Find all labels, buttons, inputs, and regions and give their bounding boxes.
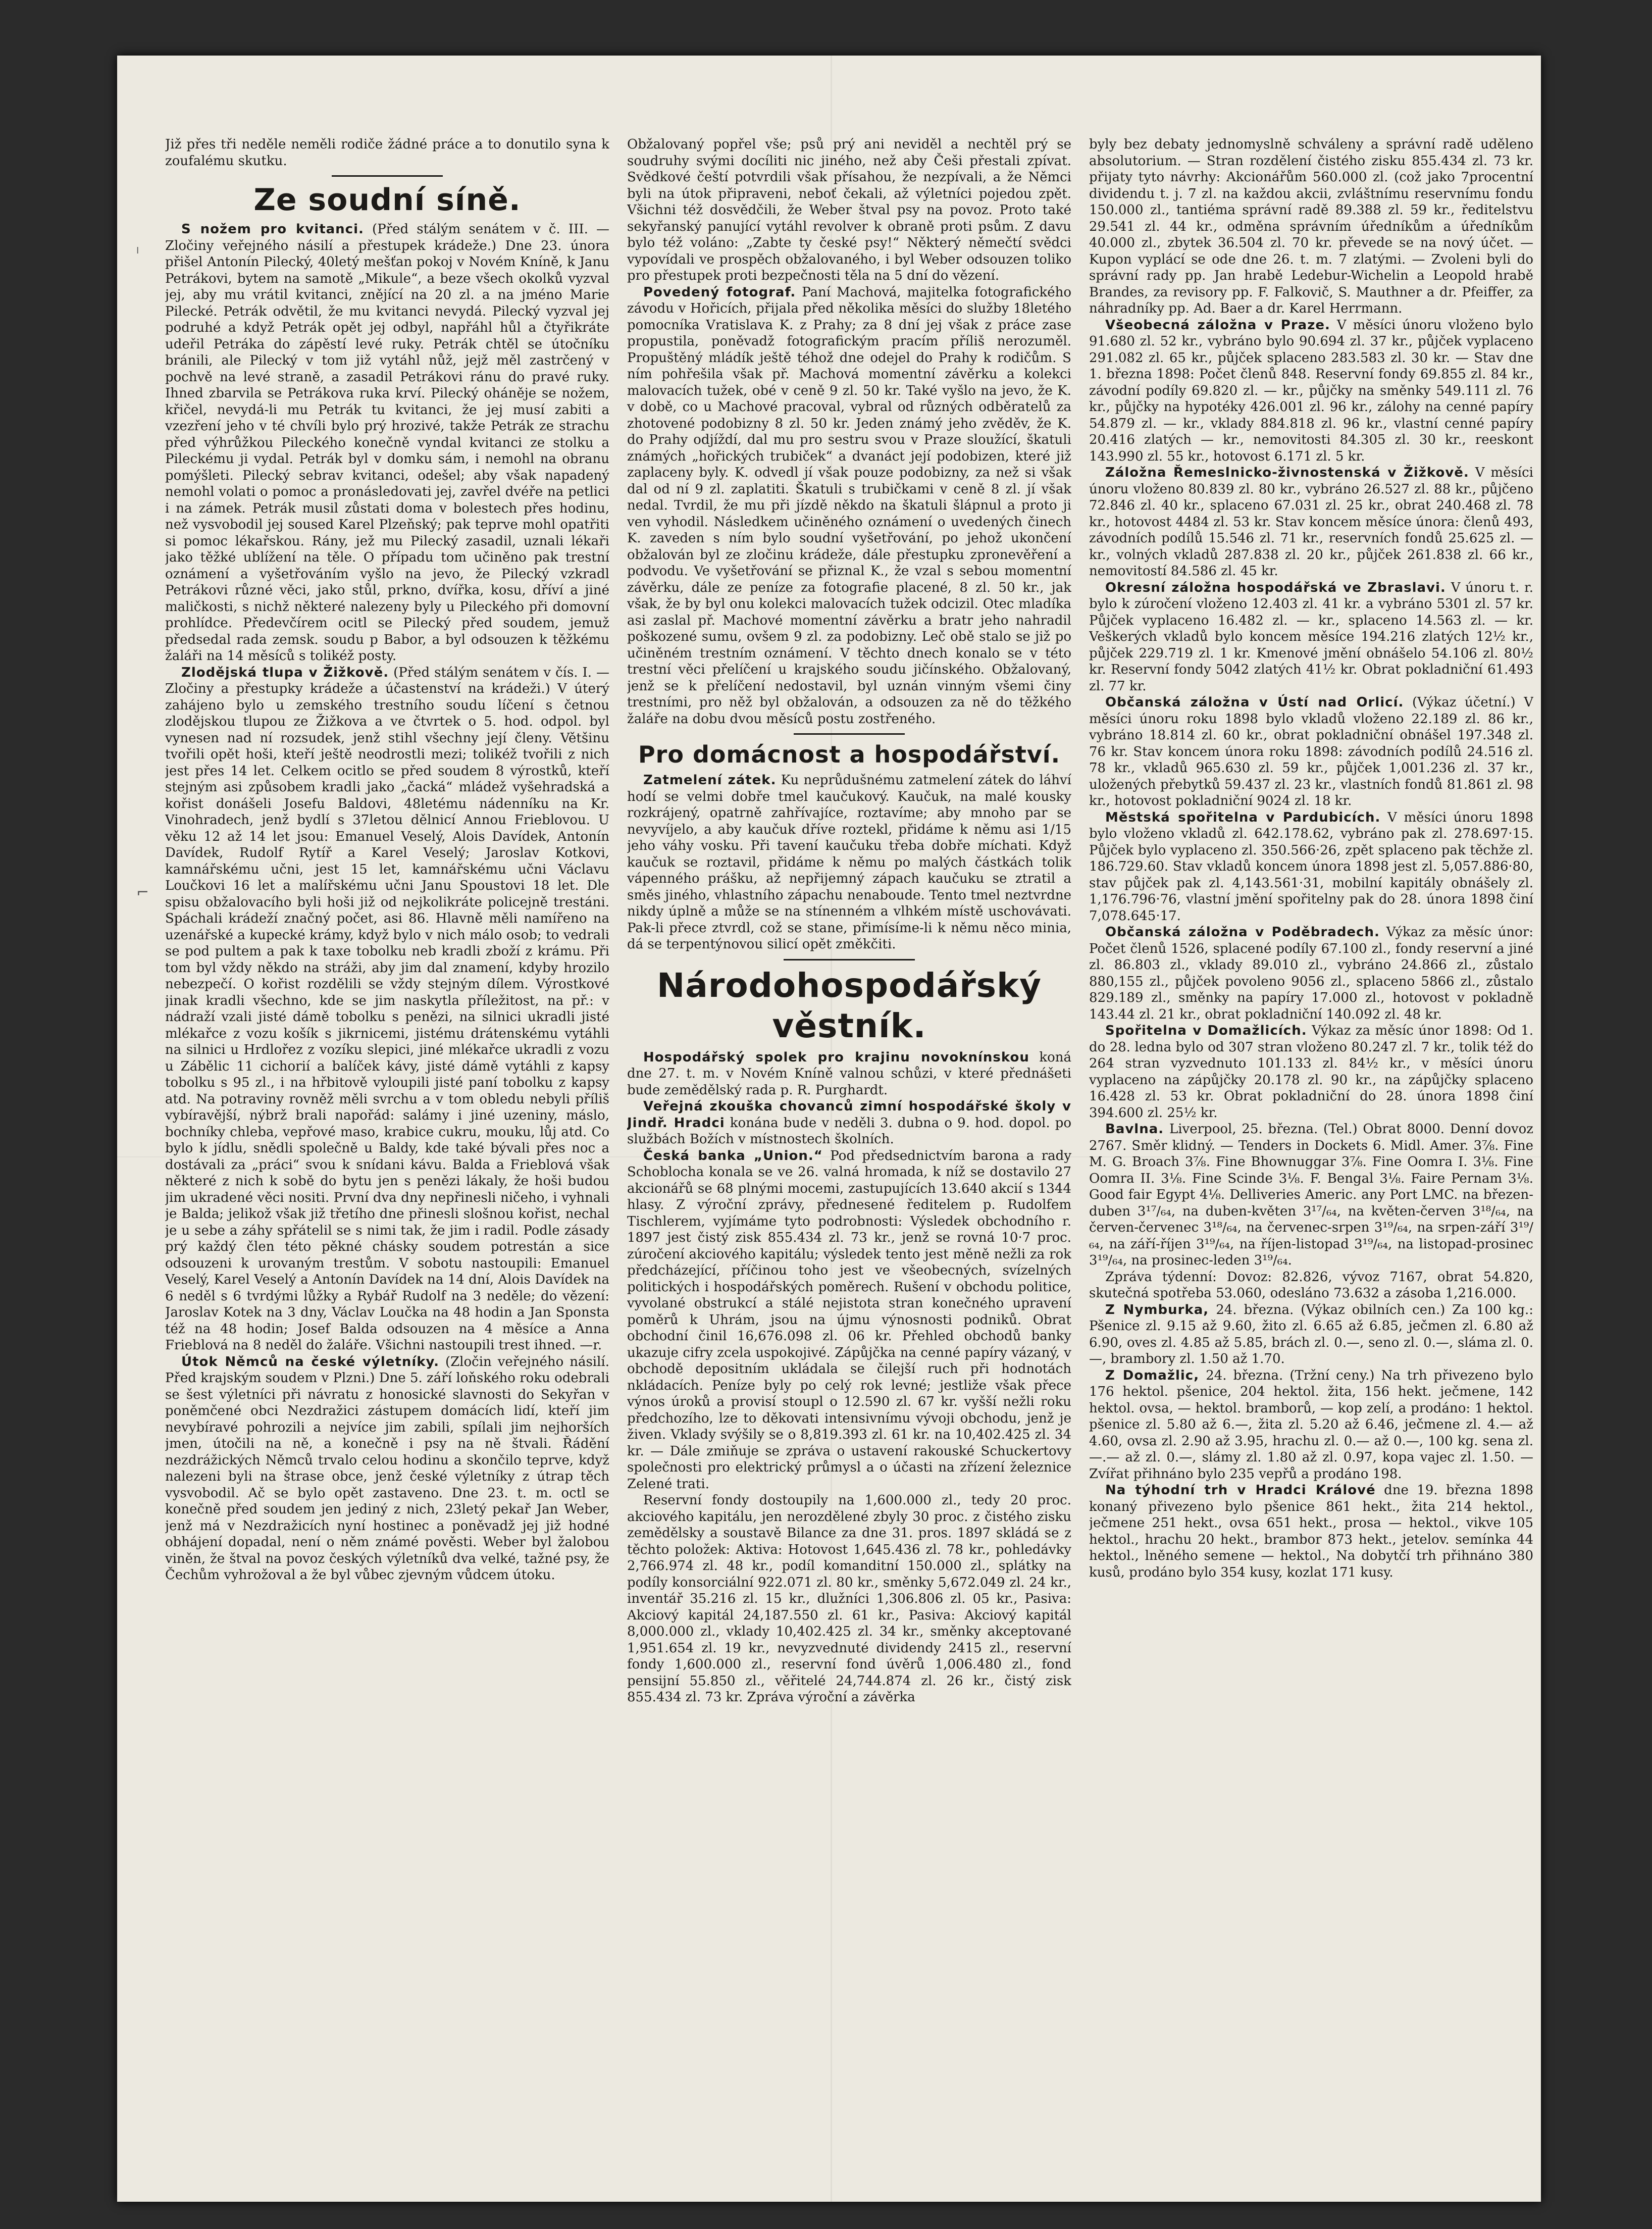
article-headline: Veřejná zkouška chovanců zimní hospodářské školy v Jindř. Hradci (627, 1099, 1071, 1131)
article (627, 1098, 1071, 1148)
report-headline: Městská spořitelna v Pardubicích. (1105, 809, 1381, 825)
report-headline: Na týhodní trh v Hradci Králové (1105, 1483, 1376, 1498)
margin-mark: ⌐ (136, 884, 149, 901)
report (1089, 809, 1533, 925)
intro-text: Již přes tři neděle neměli rodiče žádné práce a to donutilo syna k zoufalému skutku. (165, 137, 609, 169)
article-body: (Před stálým senátem v čís. I. — Zločiny a přestupky krádeže a účastenství na krádeži.) V úterý zahájeno bylo u zemského trestního soudu líčení s četnou zlodějskou tlupou ze Žižkova a ve čtvrtek o 5. hod. odpol. byl vynesen nad ní rozsudek, jenž stihl všechny její členy. Většinu tvořili opět hoši, kteří ještě neodrostli mezi; tolikéž tvořili z nich jest přes 14 let. Celkem ocitlo se před soudem 8 výrostků, kteří stejným asi způsobem kradli jako „čacká“ mládež vyšehradská a kořist donášeli Josefu Baldovi, 48letému nádenníku na Kr. Vinohradech, jenž bydlí s 37letou dělnicí Annou Frieblovou. U věku 12 až 14 let jsou: Emanuel Veselý, Alois Davídek, Antonín Davídek, Rudolf Rytíř a Karel Veselý; Jaroslav Kotkovi, kamnářskému učni, jest 15 let, kamnářskému učni Václavu Loučkovi 16 let a malířskému učni Janu Spoustovi 18 let. Dle spisu obžalovacího byli hoši již od nejkolikráte policejně trestáni. Spáchali krádeží značný počet, asi 86. Hlavně měli namířeno na uzenářské a kupecké krámy, když bylo v nich málo osob; to vedrali se pod pultem a pak k taxe tobolku neb kradli zboží z krámu. Při tom byl vždy někdo na stráži, aby jim dal znamení, kdyby hrozilo nebezpečí. O kořist rozdělili se vždy stejným dílem. Výrostkové jinak kradli všechno, kde se jim naskytla příležitost, na př.: v nádraží vzali jisté dámě tobolku s penězi, na silnici ukradli jisté mlékařce z vozu košík s jikrnicemi, jistému drátenskému vytáhli na silnici u Hrdlořez z vozíku slepici, jiné mlékařce ukradli z vozu u Zábělic 11 cichorií a balíček kávy, jisté dámě vytáhli z kapsy tobolku s 95 zl., i na hřbitově vyloupili jisté paní tobolku z kapsy atd. Na potraviny rovněž měli svrchu a v tom obledu nebyli příliš vybíravější, nýbrž brali napořád: salámy i jiné uzeniny, máslo, bochníky chleba, vepřové maso, krabice cukru, mouku, lůj atd. Co bylo k jídlu, snědli společně u Baldy, kde také bývali přes noc a dostávali za „práci“ svou k snídani kávu. Balda a Frieblová však některé z nich k sobě do bytu jen s penězi lákaly, že hoši budou jim ukradené věci nositi. První dva dny nepřinesli ničeho, i vyhnali je Balda; jelikož však již třetího dne přinesli slošnou kořist, nechal je u sebe a záhy spřátelil se s nimi tak, že jim i radil. Podle zásady prý každý člen této pěkné chásky soudem potrestán a sice odsouzeni k urovaným trestům. V sobotu nastoupili: Emanuel Veselý, Karel Veselý a Antonín Davídek na 14 dní, Alois Davídek na 6 neděl s 6 tvrdými lůžky a Rybář Rudolf na 3 neděle; do vězení: Jaroslav Kotek na 3 dny, Václav Loučka na 48 hodin a Jan Sponsta též na 48 hodin; Josef Balda odsouzen na 4 měsíce a Anna Frieblová na 8 neděl do žaláře. Všichni nastoupili trest ihned. —r. (165, 665, 609, 1353)
report-body: Výkaz za měsíc únor 1898: Od 1. do 28. ledna bylo od 307 stran vloženo 80.247 zl. 7 kr., tolik též do 264 stran vyzvednuto 101.133 zl. 84½ kr., v měsíci únoru vyplaceno na zápůjčky 20.178 zl. 90 kr., na zápůjčky splaceno 16.428 zl. 53 kr. Obrat pokladniční do 28. února 1898 činí 394.600 zl. 25½ kr. (1089, 1023, 1533, 1121)
article-headline: Povedený fotograf. (643, 284, 796, 300)
report-headline: Občanská záložna v Poděbradech. (1105, 925, 1380, 940)
report (1089, 1302, 1533, 1367)
report (1089, 580, 1533, 695)
article-body: (Zločin veřejného násilí. Před krajským soudem v Plzni.) Dne 5. září loňského roku odebrali se šest výletníci při návratu z honosické slavnosti do Sekyřan v poněmčené obci Nezdražici zástupem domácích lidí, kteří jim nevybíravé pohrozili a nejvíce jim zabili, spílali jim nejhorších jmen, útočili na ně, a konečně i psy na ně štvali. Řádění nezdrážických Němců trvalo celou hodinu a skončilo teprve, když nalezeni byli na štrase obce, jenž české výletníky z útrap těch vysvobodil. Ač se bylo opět zastaveno. Dne 23. t. m. octl se konečně před soudem jen jediný z nich, 23letý pekař Jan Weber, jenž má v Nezdražicích nyní hostinec a poněvadž jej již hodné obhájení dopadal, není o něm známé pověsti. Weber byl žalobou viněn, že štval na povoz českých výletníků dva velké, tažné psy, že Čechům vyhrožoval a že byl vůbec zjevným vůdcem útoku. (165, 1354, 609, 1583)
report-body: V únoru t. r. bylo k zúročení vloženo 12.403 zl. 41 kr. a vybráno 5301 zl. 57 kr. Půjček vyplaceno 16.482 zl. — kr., splaceno 14.563 zl. — kr. Veškerých vkladů bylo koncem měsíce 194.216 zlatých 12½ kr., půjček 229.719 zl. 1 kr. Kmenové jmění obnášelo 54.106 zl. 80½ kr. Reservní fondy 5042 zlatých 41½ kr. Obrat pokladniční 61.493 zl. 77 kr. (1089, 580, 1533, 694)
report (1089, 1121, 1533, 1269)
article-body: konána bude v neděli 3. dubna o 9. hod. dopol. po službách Božích v místnostech školních. (627, 1115, 1071, 1147)
article (165, 1354, 609, 1584)
article-continuation: Obžalovaný popřel vše; psů prý ani neviděl a nechtěl prý se soudruhy svými docíliti nic jiného, než aby Češi přestali zpívat. Svědkové čeští potvrdili však přísahou, že nezpívali, a že Němci byli na útok připraveni, neboť čekali, až výletníci pojedou zpět. Všichni též dosvědčili, že Weber štval psy na povoz. Proto také sekyřanský panující vytáhl revolver k obraně proti psům. Z davu bylo též voláno: „Zabte ty české psy!“ Některý němečtí svědci vypovídali ve prospěch obžalovaného, i byl Weber odsouzen toliko pro přestupek proti bezpečnosti těla na 5 dní do vězení. (627, 137, 1071, 283)
article-body: Pod předsednictvím barona a rady Schoblocha konala se ve 26. valná hromada, k níž se dostavilo 27 akcionářů se 68 plnými mocemi, zastupujících 13.640 akcií s 1344 hlasy. Z výroční zprávy, přednesené ředitelem p. Rudolfem Tischlerem, vyjímáme tyto podrobnosti: Výsledek obchodního r. 1897 jest čistý zisk 855.434 zl. 73 kr., jenž se rovná 10·7 proc. zúročení akciového kapitálu; výsledek tento jest měně nežli za rok předcházející, příčinou toho jest ve všeobecných, svízelných politických i hospodářských poměrech. Rušení v obchodu politice, vyvolané obstrukcí a stálé nejistota stran konečného upravení poměrů k Uhrám, jsou na újmu výnosnosti podniků. Obrat obchodní činil 16,676.098 zl. 06 kr. Přehled obchodů banky ukazuje cifry zcela uspokojivé. Zápůjčka na cenné papíry vázaný, v obchodě depositním ukládala se čilejší ruch při hodnotách nkládacích. Peníze byly po celý rok levné; jestliže však přece výnos úroků a provisí stoupl o 12.590 zl. 67 kr. vyšší nežli roku předchozího, lze to děkovati intensivnímu vývoji obchodu, jenž je živen. Vklady svýšily se o 8,819.393 zl. 61 kr. na 10,402.425 zl. 34 kr. — Dále zmiňuje se zpráva o ustavení rakouské Schuckertovy společnosti pro elektrický průmysl a o účasti na zřízení železnice Zelené trati. (627, 1148, 1071, 1492)
report-headline: Všeobecná záložna v Praze. (1105, 317, 1330, 333)
article-headline: S nožem pro kvitanci. (181, 222, 364, 237)
article (627, 1148, 1071, 1493)
column-1 (165, 136, 609, 2156)
report (1089, 694, 1533, 809)
article-body: (Před stálým senátem v č. III. — Zločiny veřejného násilí a přestupek krádeže.) Dne 23. února přišel Antonín Pilecký, 40letý mešťan pokoj v Novém Kníně, k Janu Petrákovi, bytem na samotě „Mikule“, a beze všech okolků vyzval jej, aby mu vrátil kvitanci, znějící na 20 zl. a na jméno Marie Pilecké. Petrák odvětil, že mu kvitanci nevydá. Pilecký vyzval jej podruhé a když Petrák opět jej odbyl, napřáhl hůl a čtyřikráte udeřil Petráka do zápěstí levé ruky. Petrák chtěl se útočníku bránili, ale Pilecký v tom již vytáhl nůž, jejž měl zastrčený v pochvě na levé straně, a zasadil Petrákovi ránu do pravé ruky. Ihned zbarvila se Petrákova ruka krví. Pilecký oháněje se nožem, křičel, nevydá-li mu Petrák tu kvitanci, že jej musí zabiti a vzezření jeho v té chvíli bylo prý hrozivé, takže Petrák ze strachu před výhrůžkou Pileckého konečně vyndal kvitanci ze stolku a Pileckému ji vydal. Petrák byl v domku sám, i nemohl na obranu pomýšleti. Pilecký sebrav kvitanci, odešel; aby však napadený nemohl volati o pomoc a pronásledovati jej, zavřel dvéře na petlici i na zámek. Petrák musil zůstati doma v bolestech přes hodinu, než vysvobodil jej soused Karel Plzeňský; pak teprve mohl opatřiti si pomoc lékařskou. Rány, jež mu Pilecký zasadil, uznali lékaři jako těžké ublížení na těle. O případu tom učiněno pak trestní oznámení a vyšetřováním vyšlo na jevo, že Pilecký vzkradl Petrákovi různé věci, jako stůl, prkno, dvířka, kosu, dříví a jiné maličkosti, s nichž některé nalezeny byly u Pileckého při domovní prohlídce. Předevčírem ocitl se Pilecký před soudem, jemuž předsedal rada zemsk. soudu p Babor, a byl odsouzen k těžkému žaláři na 14 měsíců s tolikéž posty. (165, 222, 609, 664)
article-body: Paní Machová, majitelka fotografického závodu v Hořicích, přijala před několika měsíci do služby 18letého pomocníka Vratislava K. z Prahy; za 8 dní jej však z práce zase propustila, poněvadž fotografickým pracím příliš nerozuměl. Propuštěný mládík ještě téhož dne odejel do Prahy k rodičům. S ním pohřešila však př. Machová momentní závěrku a kolekci malovacích tužek, obé v ceně 9 zl. 50 kr. Také vyšlo na jevo, že K. v době, co u Machové pracoval, vybral od různých odběratelů za zhotovené podobizny 8 zl. 50 kr. Jeden známý jeho zvěděv, že K. do Prahy odjíždí, dal mu pro sestru svou v Praze sloužící, škatuli známých „hořických trubiček“ a dvanáct její podobizen, které již zaplaceny byly. K. odvedl jí však pouze podobizny, za než si však dal od ní 9 zl. zaplatiti. Škatuli s trubičkami v ceně 8 zl. jí však nedal. Tvrdil, že mu při jízdě někdo na škatuli šlápnul a proto ji ven vyhodil. Následkem učiněného oznámení o uvedených činech K. zaveden s ním bylo soudní vyšetřování, po jehož ukončení obžalován byl ze zločinu krádeže, dále přestupku zpronevěření a podvodu. Ve vyšetřování se přiznal K., že vzal s sebou momentní závěrku, dále ze peníze za fotografie placené, 8 zl. 50 kr., jak však, že by byl onu kolekci malovacích tužek odcizil. Otec mladíka asi zaslal př. Machové momentní závěrku a bratr jeho nahradil poškozené sumu, ovšem 9 zl. za podobizny. Leč obě stalo se již po učiněném trestním oznámení. V těchto dnech konalo se v této trestní věci přelíčení u krajského soudu jičínského. Obžalovaný, jenž se k přelíčení nedostavil, byl uznán vinným všemi činy trestními, pro něž byl obžalován, a odsouzen za ně do těžkého žaláře na dobu dvou měsíců postu zostřeného. (627, 284, 1071, 727)
article (627, 284, 1071, 728)
report-headline: Z Nymburka, (1105, 1302, 1209, 1318)
article-continuation: byly bez debaty jednomyslně schváleny a správní radě uděleno absolutorium. — Stran rozdělení čistého zisku 855.434 zl. 73 kr. přijaty tyto návrhy: Akcionářům 560.000 zl. (což jako 7procentní dividendu t. j. 7 zl. na každou akcii, zvláštnímu reservnímu fondu 150.000 zl., tantiéma správní radě 89.388 zl. 59 kr., ředitelstvu 29.541 zl. 44 kr., odměna správním úředníkům a úředníkům 40.000 zl., zbytek 36.504 zl. 70 kr. převede se na nový účet. — Kupon vyplácí se ode dne 26. t. m. 7 zlatými. — Zvoleni byli do správní rady pp. Jan hrabě Ledebur-Wichelin a Leopold hrabě Brandes, za revisory pp. F. Falkovič, S. Mauthner a dr. Pfeiffer, za náhradníky pp. Ad. Baer a dr. Karel Herrmann. (1089, 137, 1533, 316)
report-body: V měsíci únoru 1898 bylo vloženo vkladů zl. 642.178.62, vybráno pak zl. 278.697·15. Půjček bylo vyplaceno zl. 350.566·26, zpět splaceno pak těchže zl. 186.729.60. Stav vkladů koncem února 1898 jest zl. 5,057.886·80, stav půjček pak zl. 4,143.561·31, mobilní kapitály obnášely zl. 1,176.796·76, vlastní jmění spořitelny pak do 28. února 1898 činí 7,078.645·17. (1089, 809, 1533, 924)
divider (794, 733, 905, 735)
report-paragraph: Zpráva týdenní: Dovoz: 82.826, vývoz 7167, obrat 54.820, skutečná spotřeba 53.060, odesláno 73.632 a zásoba 1,216.000. (1089, 1269, 1533, 1301)
report-headline: Spořitelna v Domažlicích. (1105, 1023, 1307, 1038)
report-headline: Okresní záložna hospodářská ve Zbraslavi. (1105, 580, 1446, 595)
report-body: 24. března. (Výkaz obilních cen.) Za 100 kg.: Pšenice zl. 9.15 až 9.60, žito zl. 6.65 až 6.85, ječmen zl. 6.80 až 6.90, oves zl. 4.85 až 5.85, brách zl. 0.—, seno zl. 0.—, sláma zl. 0.—, brambory zl. 1.50 až 1.70. (1089, 1302, 1533, 1366)
section-title: Pro domácnost a hospodářství. (638, 741, 1061, 768)
column-2 (627, 136, 1071, 2156)
report-headline: Záložna Řemeslnicko-živnostenská v Žižkově. (1105, 465, 1469, 480)
report-body: Výkaz za měsíc únor: Počet členů 1526, splacené podíly 67.100 zl., fondy reservní a jiné zl. 86.803 zl., vklady 89.010 zl., vybráno 24.866 zl., zůstalo 880,155 zl., půjček povoleno 9056 zl., splaceno 5866 zl., zůstalo 829.189 zl., směnky na papíry 17.000 zl., hotovost v pokladně 143.44 zl. 21 kr., obrat pokladniční 140.092 zl. 48 kr. (1089, 925, 1533, 1022)
article-headline: Česká banka „Union.“ (643, 1148, 823, 1163)
report (1089, 1482, 1533, 1581)
article (627, 1049, 1071, 1099)
section-title: Národohospodářský věstník. (657, 966, 1042, 1045)
article (627, 772, 1071, 953)
article-headline: Zlodějská tlupa v Žižkově. (181, 665, 389, 680)
article-headline: Zatmelení zátek. (643, 773, 777, 788)
report-body: dne 19. března 1898 konaný přivezeno bylo pšenice 861 hekt., žita 214 hektol., ječmene 251 hekt., ovsa 651 hekt., prosa — hektol., vikve 105 hektol., hrachu 20 hekt., brambor 873 hekt., jetelov. semínka 44 hektol., lněného semene — hektol., Na dobytčí trh přihnáno 380 kusů, prodáno bylo 354 kusy, kozlat 171 kusy. (1089, 1483, 1533, 1580)
report (1089, 924, 1533, 1023)
report-body: 24. března. (Tržní ceny.) Na trh přivezeno bylo 176 hektol. pšenice, 204 hektol. žita, 156 hekt. ječmene, 142 hektol. ovsa, — hektol. bramborů, — kop zelí, a prodáno: 1 hektol. pšenice zl. 5.80 až 6.—, žita zl. 5.20 až 6.46, ječmene zl. 4.— až 4.60, ovsa zl. 2.90 až 3.95, hrachu zl. 0.— až 0.—, 100 kg. sena zl. —.— až zl. 0.—, slámy zl. 1.80 až zl. 0.97, kopa vajec zl. 1.50. — Zvířat přihnáno bylo 235 vepřů a prodáno 198. (1089, 1367, 1533, 1482)
article-headline: Útok Němců na české výletníky. (181, 1354, 439, 1370)
article-body: koná dne 27. t. m. v Novém Kníně valnou schůzi, v které přednášeti bude zemědělský rada p. R. Purghardt. (627, 1049, 1071, 1098)
report (1089, 1367, 1533, 1483)
margin-mark: ˡ (136, 245, 139, 263)
divider (784, 959, 915, 960)
article-paragraph: Reservní fondy dostoupily na 1,600.000 zl., tedy 20 proc. akciového kapitálu, jen nerozdělené zbyly 30 proc. z čistého zisku zemědělsky a soustavě Bilance za dne 31. pros. 1897 skládá se z těchto položek: Aktiva: Hotovost 1,645.436 zl. 78 kr., pohledávky 2,766.974 zl. 48 kr., podíl komanditní 150.000 zl., splátky na podíly konsorciální 922.071 zl. 80 kr., směnky 5,672.049 zl. 24 kr., inventář 35.216 zl. 15 kr., dlužníci 1,306.806 zl. 05 kr., Pasiva: Akciový kapitál 24,187.550 zl. 61 kr., Pasiva: Akciový kapitál 8,000.000 zl., vklady 10,402.425 zl. 34 kr., směnky akceptované 1,951.654 zl. 19 kr., nevyzvednuté dividendy 2415 zl., reservní fondy 1,600.000 zl., reservní fond úvěrů 1,006.480 zl., fond pensijní 55.850 zl., věřitelé 24,744.874 zl. 26 kr., čistý zisk 855.434 zl. 73 kr. Zpráva výroční a závěrka (627, 1493, 1071, 1705)
article-body: Ku neprůdušnému zatmelení zátek do láhví hodí se velmi dobře tmel kaučukový. Kaučuk, na malé kousky rozkrájený, opatrně zahřívajíce, roztavíme; aby mnoho par se nevyvíjelo, a aby kaučuk dříve roztekl, přidáme k němu asi 1/15 jeho váhy vosku. Při tavení kaučuku třeba dobře míchati. Když kaučuk se roztavil, přidáme k němu po malých částkách tolik vápenného prášku, až nepřijemný zápach kaučuku se ztratil a směs jiného, vhlastního zápachu nenaboude. Tento tmel neztvrdne nikdy úplně a může se na stínenném a vlhkém místě uschovávati. Pak-li přece ztvrdl, což se stane, přimísíme-li k němu něco minia, dá se terpentýnovou silicí opět změkčiti. (627, 773, 1071, 952)
newspaper-page (117, 56, 1541, 2202)
report-body: (Výkaz účetní.) V měsíci únoru roku 1898 bylo vkladů vloženo 22.189 zl. 86 kr., vybráno 18.814 zl. 60 kr., obrat pokladniční obnášel 197.348 zl. 76 kr. Stav koncem února roku 1898: závodních podílů 24.516 zl. 78 kr., vkladů 965.630 zl. 59 kr., půjček 1,001.236 zl. 37 kr., uložených přebytků 59.437 zl. 23 kr., vlastních fondů 81.861 zl. 98 kr., hotovost pokladniční 9024 zl. 18 kr. (1089, 695, 1533, 808)
column-3 (1089, 136, 1533, 2156)
report-body: Liverpool, 25. března. (Tel.) Obrat 8000. Denní dovoz 2767. Směr klidný. — Tenders in Dockets 6. Midl. Amer. 3⅞. Fine M. G. Broach 3⅞. Fine Bhownuggar 3⅞. Fine Oomra I. 3⅛. Fine Oomra II. 3⅛. Fine Scinde 3⅛. F. Bengal 3⅛. Faire Pernam 3⅛. Good fair Egypt 4⅛. Delliveries Americ. any Port LMC. na březen-duben 3¹⁷/₆₄, na duben-květen 3¹⁷/₆₄, na květen-červen 3¹⁸/₆₄, na červen-červenec 3¹⁸/₆₄, na červenec-srpen 3¹⁹/₆₄, na srpen-září 3¹⁹/₆₄, na září-říjen 3¹⁹/₆₄, na říjen-listopad 3¹⁹/₆₄, na listopad-prosinec 3¹⁹/₆₄, na prosinec-leden 3¹⁹/₆₄. (1089, 1122, 1533, 1268)
article (165, 221, 609, 665)
report (1089, 465, 1533, 580)
divider (332, 175, 443, 177)
article-headline: Hospodářský spolek pro krajinu novoknínskou (643, 1049, 1029, 1065)
report-headline: Bavlna. (1105, 1122, 1164, 1137)
report (1089, 1023, 1533, 1121)
report-body: V měsíci únoru vloženo 80.839 zl. 80 kr., vybráno 26.527 zl. 88 kr., půjčeno 72.846 zl. 40 kr., splaceno 67.031 zl. 25 kr., obrat 240.468 zl. 78 kr., hotovost 4484 zl. 53 kr. Stav koncem měsíce února: členů 493, závodních podílů 15.546 zl. 71 kr., reservních fondů 25.625 zl. — kr., volných vkladů 287.838 zl. 20 kr., půjček 261.838 zl. 66 kr., nemovitostí 84.586 zl. 45 kr. (1089, 465, 1533, 579)
report-headline: Občanská záložna v Ústí nad Orlicí. (1105, 695, 1404, 710)
report-body: V měsíci únoru vloženo bylo 91.680 zl. 52 kr., vybráno bylo 90.694 zl. 37 kr., půjček vyplaceno 291.082 zl. 65 kr., půjček splaceno 283.583 zl. 30 kr. — Stav dne 1. března 1898: Počet členů 848. Reservní fondy 69.855 zl. 84 kr., závodní podíly 69.820 zl. — kr., půjčky na směnky 549.111 zl. 76 kr., půjčky na hypotéky 426.001 zl. 96 kr., zálohy na cenné papíry 54.879 zl. — kr., vklady 884.818 zl. 96 kr., vlastní cenné papíry 20.416 zlatých — kr., nemovitosti 84.305 zl. 30 kr., reeskont 143.990 zl. 55 kr., hotovost 6.171 zl. 5 kr. (1089, 317, 1533, 464)
article (165, 665, 609, 1354)
report-headline: Z Domažlic, (1105, 1367, 1200, 1383)
report (1089, 317, 1533, 465)
section-title: Ze soudní síně. (253, 182, 521, 218)
